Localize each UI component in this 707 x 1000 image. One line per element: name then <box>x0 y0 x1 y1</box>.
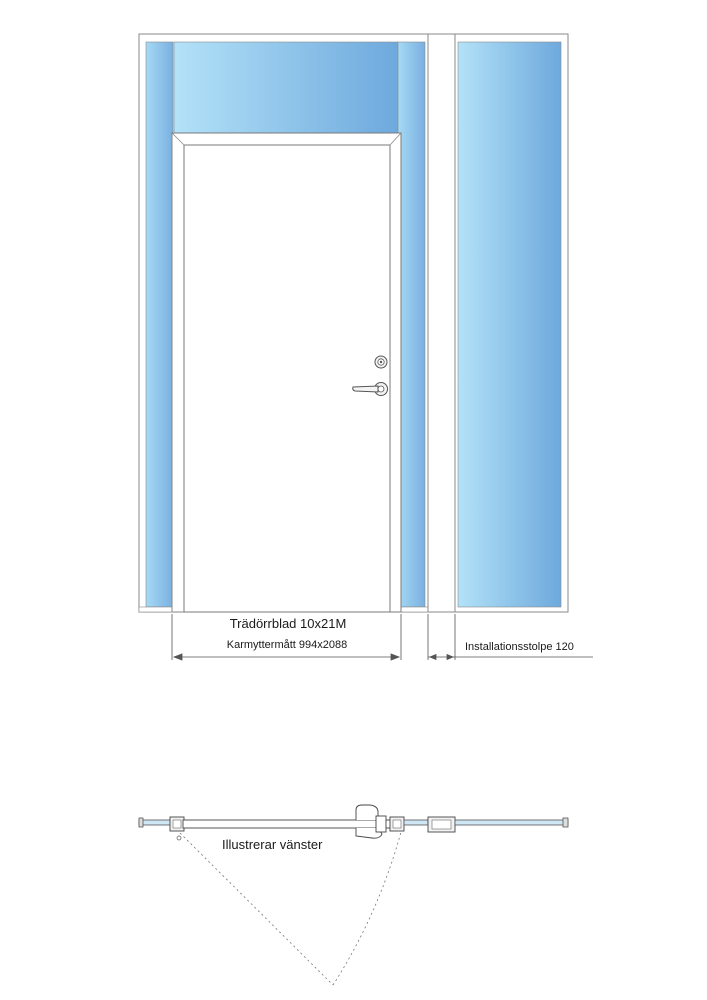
sidelight-glass-mid <box>398 42 425 607</box>
installation-post-label: Installationsstolpe 120 <box>465 641 574 653</box>
door-leaf <box>184 145 390 612</box>
sidelight-glass-right <box>458 42 561 607</box>
frame-size-label: Karmyttermått 994x2088 <box>226 639 348 651</box>
transom-glass <box>174 42 398 133</box>
plan-view <box>139 805 568 985</box>
installation-post <box>428 34 455 612</box>
plan-glass-right <box>455 820 568 825</box>
swing-arc <box>333 832 401 985</box>
swing-line <box>180 833 333 985</box>
sidelight-glass-left <box>146 42 173 607</box>
plan-note-label: Illustrerar vänster <box>222 837 323 852</box>
door-leaf-label: Trädörrblad 10x21M <box>229 616 347 631</box>
elevation-view <box>139 34 593 660</box>
plan-door-leaf <box>183 820 391 828</box>
lock-cylinder-icon <box>375 356 387 368</box>
